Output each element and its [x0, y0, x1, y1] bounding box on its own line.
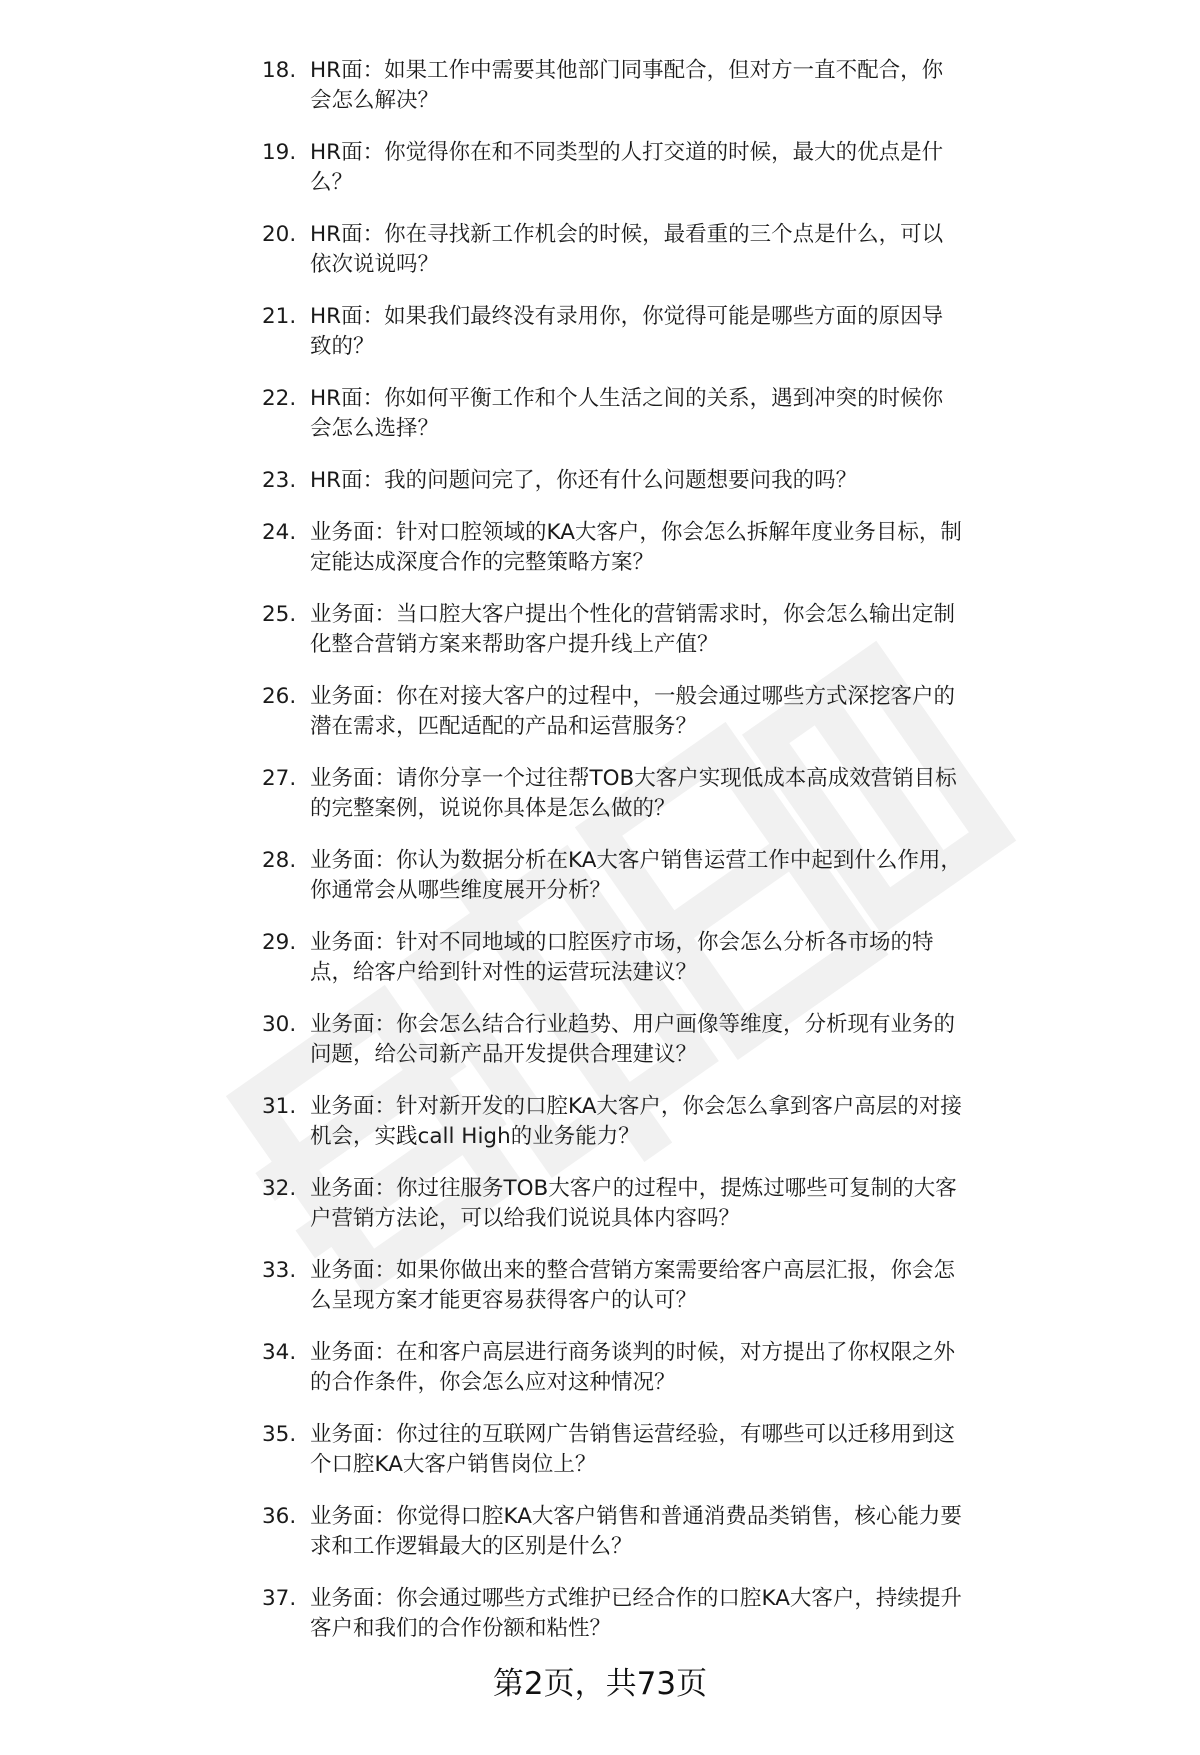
question-number: 25. [262, 602, 297, 627]
question-text: HR面：你觉得你在和不同类型的人打交道的时候，最大的优点是什么？ [310, 140, 944, 195]
question-text: 业务面：针对不同地域的口腔医疗市场，你会怎么分析各市场的特点，给客户给到针对性的运营玩法建议？ [310, 930, 934, 985]
question-number: 30. [262, 1012, 297, 1037]
question-item [262, 1502, 962, 1584]
question-text: 业务面：当口腔大客户提出个性化的营销需求时，你会怎么输出定制化整合营销方案来帮助客户提升线上产值？ [310, 602, 956, 657]
question-list [262, 56, 962, 1666]
question-item [262, 764, 962, 846]
question-item [262, 518, 962, 600]
question-item [262, 600, 962, 682]
question-item [262, 1256, 962, 1338]
question-text: HR面：如果我们最终没有录用你，你觉得可能是哪些方面的原因导致的？ [310, 304, 944, 359]
question-number: 18. [262, 58, 297, 83]
question-item [262, 846, 962, 928]
question-item [262, 384, 962, 466]
question-number: 22. [262, 386, 297, 411]
question-item [262, 682, 962, 764]
question-text: 业务面：请你分享一个过往帮TOB大客户实现低成本高成效营销目标的完整案例，说说你具体是怎么做的？ [310, 766, 957, 821]
question-item [262, 1338, 962, 1420]
question-text: 业务面：你过往的互联网广告销售运营经验，有哪些可以迁移用到这个口腔KA大客户销售岗位上？ [310, 1422, 956, 1477]
question-number: 19. [262, 140, 297, 165]
question-item [262, 928, 962, 1010]
question-text: 业务面：你会怎么结合行业趋势、用户画像等维度，分析现有业务的问题，给公司新产品开发提供合理建议？ [310, 1012, 956, 1067]
question-item [262, 466, 962, 518]
question-number: 20. [262, 222, 297, 247]
question-text: 业务面：你觉得口腔KA大客户销售和普通消费品类销售，核心能力要求和工作逻辑最大的区别是什么？ [310, 1504, 962, 1559]
question-number: 26. [262, 684, 297, 709]
page-indicator: 第2页，共73页 [492, 1666, 708, 1702]
question-number: 27. [262, 766, 297, 791]
question-item [262, 1584, 962, 1666]
question-item [262, 1420, 962, 1502]
question-item [262, 1174, 962, 1256]
question-text: HR面：你如何平衡工作和个人生活之间的关系，遇到冲突的时候你会怎么选择？ [310, 386, 944, 441]
question-text: 业务面：你认为数据分析在KA大客户销售运营工作中起到什么作用，你通常会从哪些维度展开分析？ [310, 848, 962, 903]
question-number: 23. [262, 468, 297, 493]
question-text: HR面：你在寻找新工作机会的时候，最看重的三个点是什么，可以依次说说吗？ [310, 222, 944, 277]
question-text: 业务面：如果你做出来的整合营销方案需要给客户高层汇报，你会怎么呈现方案才能更容易获得客户的认可？ [310, 1258, 956, 1313]
question-text: 业务面：在和客户高层进行商务谈判的时候，对方提出了你权限之外的合作条件，你会怎么应对这种情况？ [310, 1340, 956, 1395]
question-number: 33. [262, 1258, 297, 1283]
question-number: 31. [262, 1094, 297, 1119]
question-text: 业务面：你在对接大客户的过程中，一般会通过哪些方式深挖客户的潜在需求，匹配适配的产品和运营服务？ [310, 684, 956, 739]
question-text: HR面：如果工作中需要其他部门同事配合，但对方一直不配合，你会怎么解决？ [310, 58, 944, 113]
question-number: 32. [262, 1176, 297, 1201]
question-item [262, 1092, 962, 1174]
question-number: 35. [262, 1422, 297, 1447]
question-item [262, 1010, 962, 1092]
question-number: 21. [262, 304, 297, 329]
question-number: 28. [262, 848, 297, 873]
question-item [262, 56, 962, 138]
question-number: 29. [262, 930, 297, 955]
question-number: 36. [262, 1504, 297, 1529]
question-text: 业务面：你会通过哪些方式维护已经合作的口腔KA大客户，持续提升客户和我们的合作份额和粘性？ [310, 1586, 962, 1641]
question-item [262, 302, 962, 384]
question-text: 业务面：针对新开发的口腔KA大客户，你会怎么拿到客户高层的对接机会，实践call High的业务能力？ [310, 1094, 962, 1149]
question-item [262, 220, 962, 302]
question-text: 业务面：你过往服务TOB大客户的过程中，提炼过哪些可复制的大客户营销方法论，可以给我们说说具体内容吗？ [310, 1176, 957, 1231]
question-text: 业务面：针对口腔领域的KA大客户，你会怎么拆解年度业务目标，制定能达成深度合作的完整策略方案？ [310, 520, 962, 575]
question-number: 24. [262, 520, 297, 545]
question-number: 34. [262, 1340, 297, 1365]
question-number: 37. [262, 1586, 297, 1611]
question-item [262, 138, 962, 220]
question-text: HR面：我的问题问完了，你还有什么问题想要问我的吗？ [310, 468, 858, 493]
